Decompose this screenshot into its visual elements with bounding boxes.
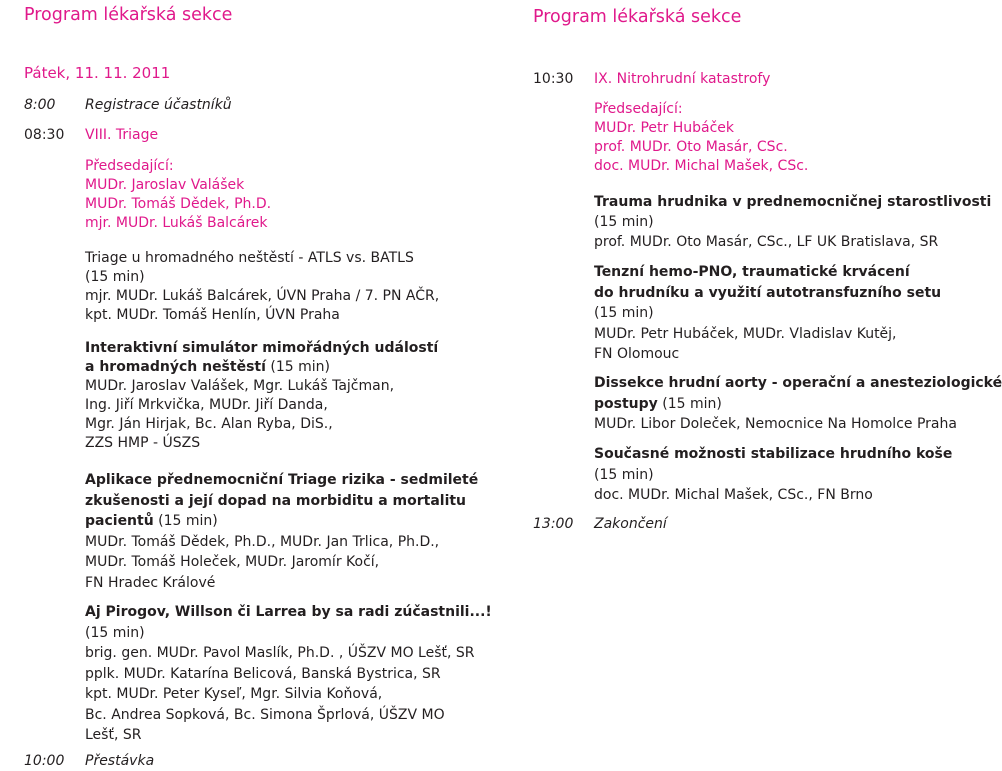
talk-author: MUDr. Jaroslav Valášek, Mgr. Lukáš Tajčman, [85, 378, 395, 394]
chair-name: doc. MUDr. Michal Mašek, CSc. [594, 158, 809, 174]
talk-title: Současné možnosti stabilizace hrudního koše [594, 446, 953, 462]
talk-title: Triage u hromadného neštěstí - ATLS vs. BATLS [85, 250, 414, 266]
talk-author: MUDr. Petr Hubáček, MUDr. Vladislav Kutěj, [594, 325, 897, 342]
time-break: 10:00 [24, 753, 65, 769]
time-triage: 08:30 [24, 127, 65, 143]
talk-simulator [85, 339, 438, 453]
talk-pirogov [85, 602, 492, 746]
talk-author: MUDr. Tomáš Dědek, Ph.D., MUDr. Jan Trlica, Ph.D., [85, 533, 440, 550]
section-header-left: Program lékařská sekce [24, 5, 233, 25]
talk-author: pplk. MUDr. Katarína Belicová, Banská Bystrica, SR [85, 665, 441, 682]
talk-duration: (15 min) [270, 359, 330, 375]
talk-chest-stabilization [594, 444, 952, 506]
talk-author: MUDr. Tomáš Holeček, MUDr. Jaromír Kočí, [85, 554, 380, 570]
talk-author: kpt. MUDr. Peter Kyseľ, Mgr. Silvia Koňová, [85, 686, 383, 702]
talk-title: a hromadných neštěstí [85, 359, 266, 375]
talk-duration: (15 min) [158, 513, 218, 529]
chair-name: MUDr. Petr Hubáček [594, 120, 735, 136]
talk-prehospital-triage [85, 470, 478, 593]
talk-tension-pno [594, 262, 941, 365]
chairs-label: Předsedající: [85, 158, 174, 174]
talk-title: Aj Pirogov, Willson či Larrea by sa radi zúčastnili...! [85, 604, 492, 620]
talk-title: do hrudníku a využití autotransfuzního setu [594, 284, 942, 301]
talk-author: Mgr. Ján Hirjak, Bc. Alan Ryba, DiS., [85, 416, 333, 432]
talk-duration: (15 min) [85, 624, 145, 641]
talk-author: MUDr. Libor Doleček, Nemocnice Na Homolce Praha [594, 416, 957, 432]
talk-author: Bc. Andrea Sopková, Bc. Simona Šprlová, ÚŠZV MO [85, 706, 445, 723]
talk-author: Ing. Jiří Mrkvička, MUDr. Jiří Danda, [85, 397, 328, 413]
talk-duration: (15 min) [594, 466, 654, 483]
chairs-ix [594, 100, 808, 176]
talk-author: mjr. MUDr. Lukáš Balcárek, ÚVN Praha / 7. PN AČR, [85, 288, 440, 304]
time-session-ix: 10:30 [533, 71, 574, 87]
program-date: Pátek, 11. 11. 2011 [24, 64, 171, 82]
talk-chest-trauma [594, 192, 991, 252]
time-end: 13:00 [533, 516, 574, 532]
chair-name: MUDr. Jaroslav Valášek [85, 177, 245, 193]
section-header-right: Program lékařská sekce [533, 7, 742, 27]
talk-title: postupy [594, 395, 658, 412]
talk-author: FN Olomouc [594, 346, 680, 362]
chair-name: MUDr. Tomáš Dědek, Ph.D. [85, 196, 272, 212]
talk-author: kpt. MUDr. Tomáš Henlín, ÚVN Praha [85, 307, 340, 323]
talk-author: doc. MUDr. Michal Mašek, CSc., FN Brno [594, 487, 873, 503]
time-registration: 8:00 [24, 97, 56, 113]
chair-name: mjr. MUDr. Lukáš Balcárek [85, 215, 268, 231]
talk-title: Dissekce hrudní aorty - operační a anesteziologické [594, 375, 1002, 391]
session-title-triage: VIII. Triage [85, 127, 159, 143]
break-label: Přestávka [85, 753, 155, 769]
talk-author: ZZS HMP - ÚSZS [85, 435, 201, 451]
talk-author: FN Hradec Králové [85, 574, 216, 591]
talk-title: pacientů [85, 513, 154, 529]
talk-author: brig. gen. MUDr. Pavol Maslík, Ph.D. , ÚŠZV MO Lešť, SR [85, 645, 475, 661]
talk-title: Interaktivní simulátor mimořádných událostí [85, 340, 439, 356]
talk-triage-atls [85, 249, 439, 325]
talk-title: Tenzní hemo-PNO, traumatické krvácení [594, 264, 910, 280]
chair-name: prof. MUDr. Oto Masár, CSc. [594, 139, 788, 155]
session-title-ix: IX. Nitrohrudní katastrofy [594, 71, 771, 87]
talk-aortic-dissection [594, 373, 1002, 435]
talk-duration: (15 min) [85, 269, 145, 285]
talk-title: Trauma hrudnika v prednemocničnej starostlivosti [594, 194, 992, 210]
talk-duration: (15 min) [662, 395, 722, 412]
talk-title: Aplikace přednemocniční Triage rizika - sedmileté [85, 472, 479, 488]
end-label: Zakončení [594, 516, 667, 532]
talk-duration: (15 min) [594, 305, 654, 321]
chairs-triage [85, 157, 271, 233]
registration-label: Registrace účastníků [85, 97, 232, 113]
chairs-label: Předsedající: [594, 101, 683, 117]
talk-author: prof. MUDr. Oto Masár, CSc., LF UK Bratislava, SR [594, 234, 939, 250]
talk-title: zkušenosti a její dopad na morbiditu a mortalitu [85, 492, 467, 509]
talk-duration: (15 min) [594, 214, 654, 230]
talk-author: Lešť, SR [85, 727, 142, 743]
